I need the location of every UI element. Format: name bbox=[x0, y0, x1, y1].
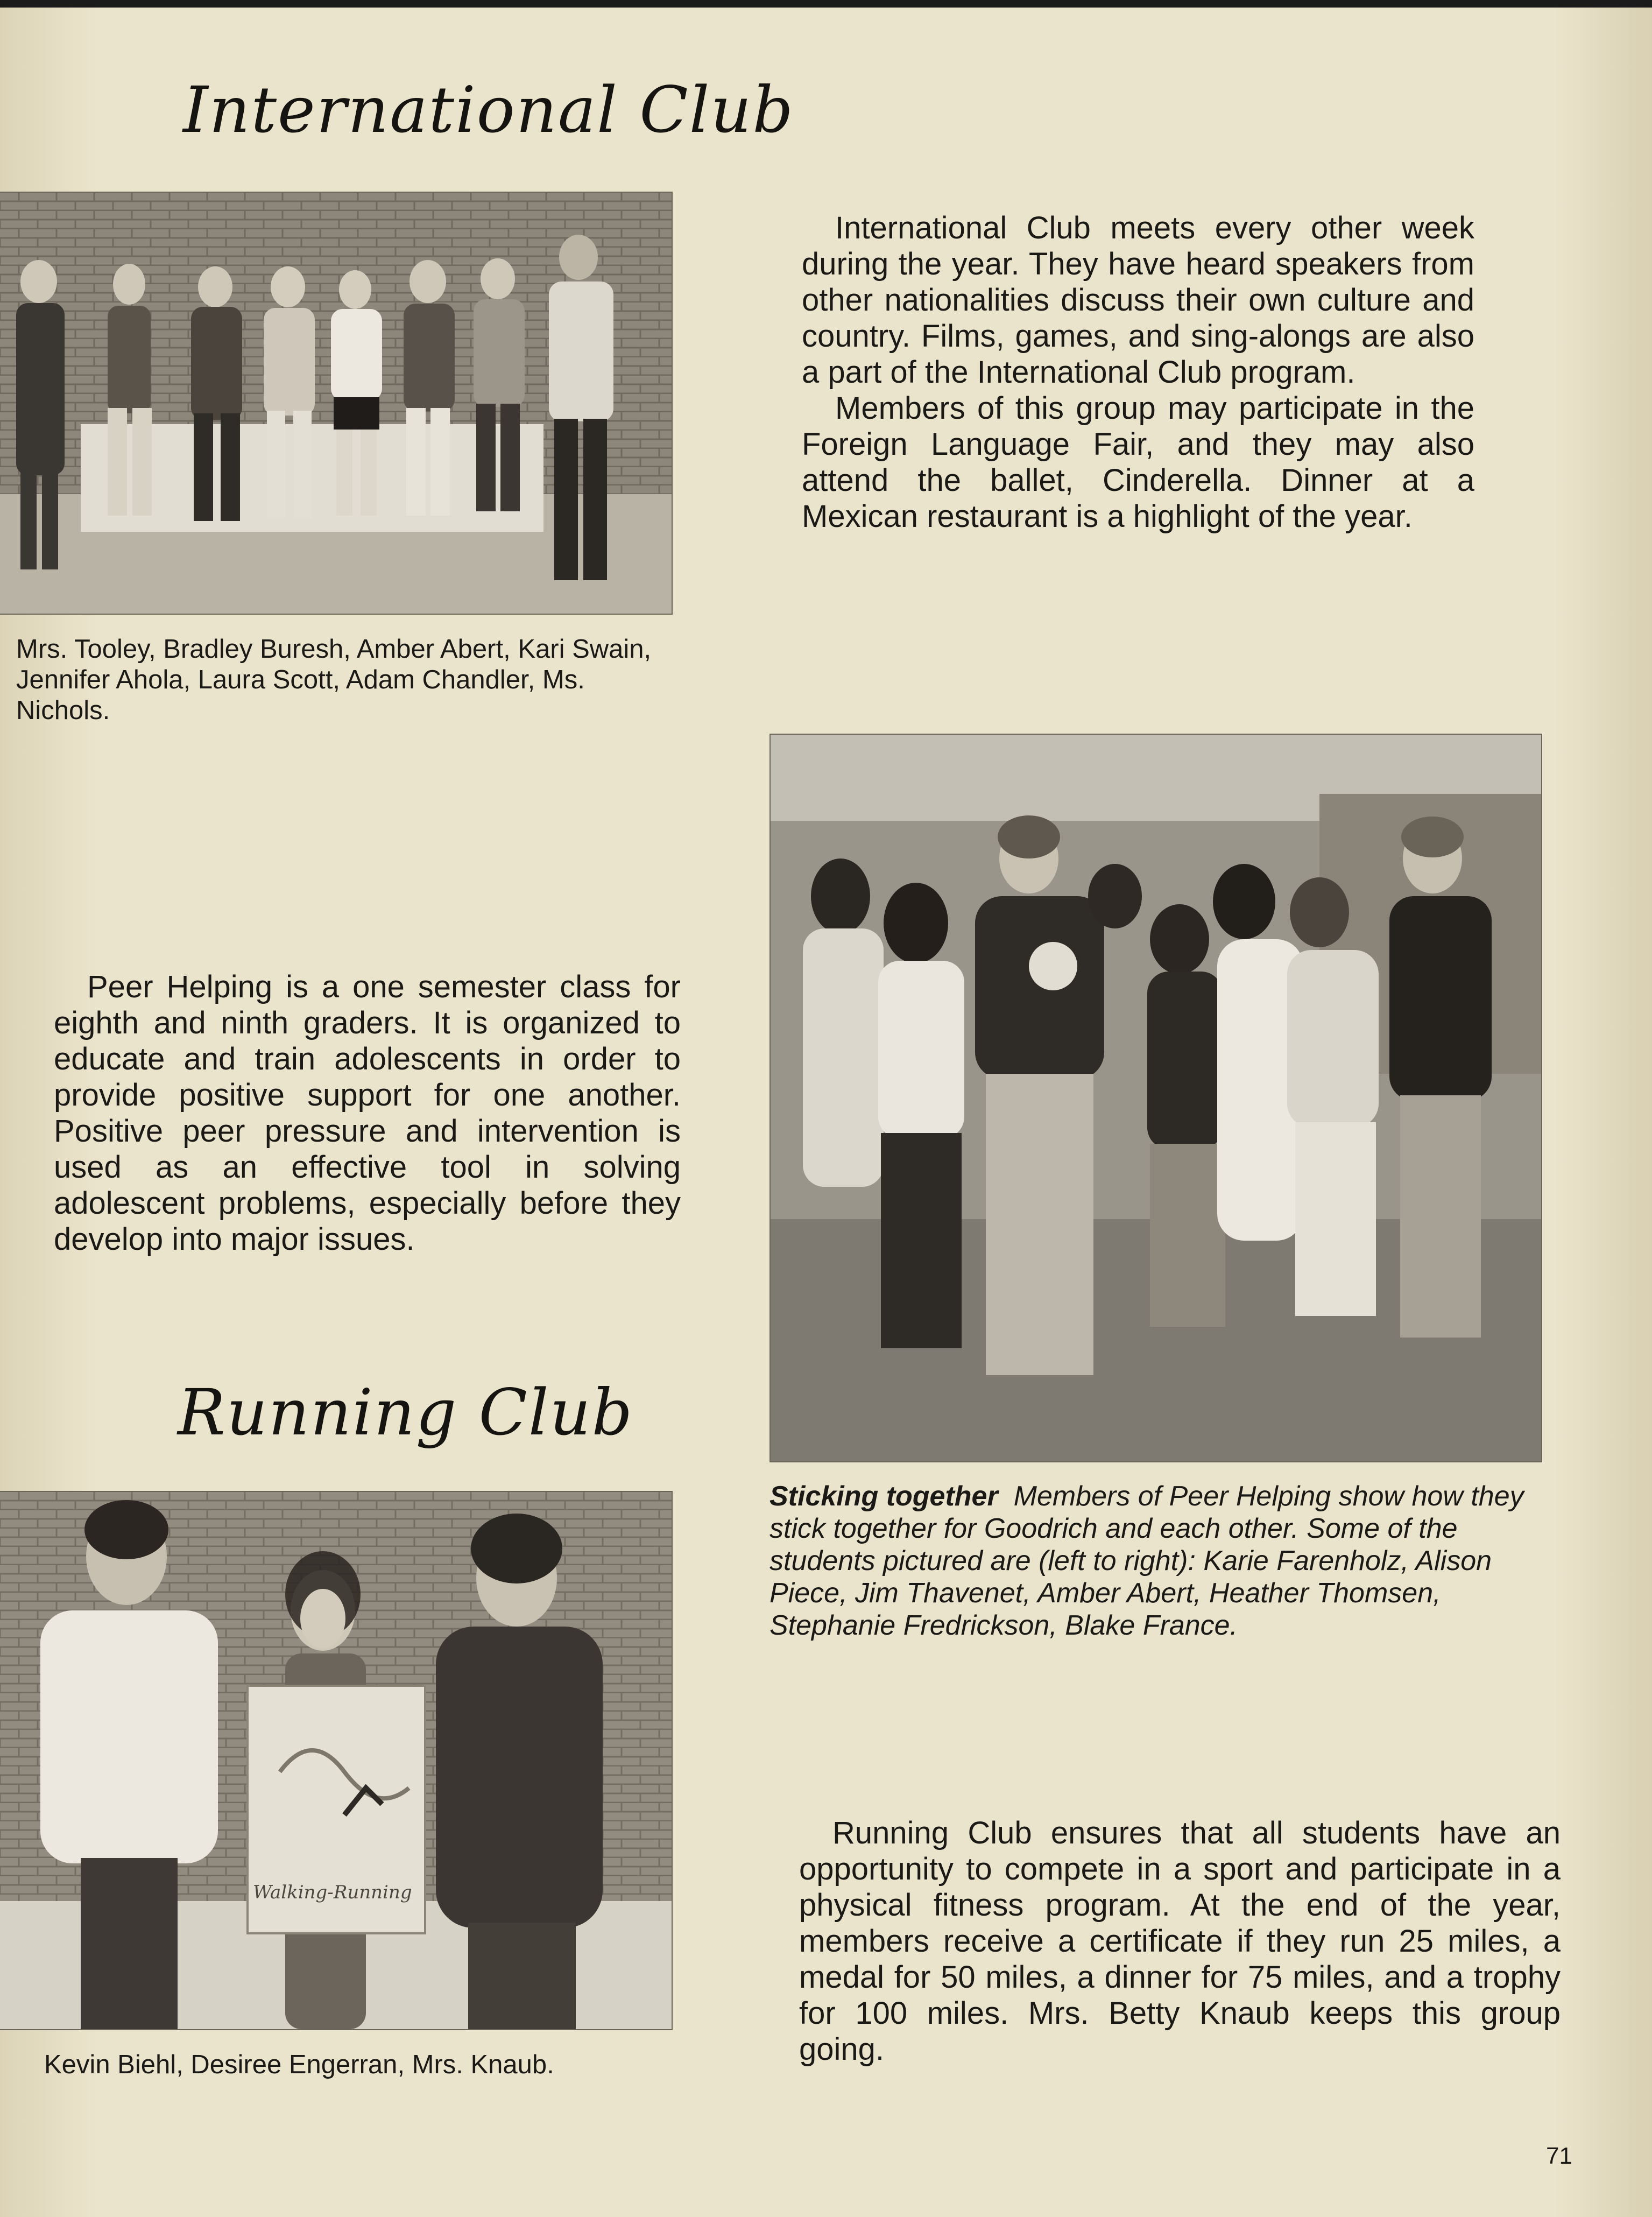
international-club-photo-image bbox=[0, 193, 672, 614]
peer-helping-paragraph: Peer Helping is a one semester class for eighth and ninth graders. It is organized to educate and train adolescents in order to provide positive support for one another. Positive peer pressure and intervention is used as an effective tool in solving adolescent problems, especially before they develop into major issues. bbox=[54, 969, 681, 1257]
running-club-text bbox=[799, 1815, 1561, 2067]
peer-helping-photo-image bbox=[771, 735, 1541, 1461]
international-club-text bbox=[802, 210, 1474, 534]
peer-helping-caption-lead: Sticking together bbox=[769, 1481, 998, 1512]
page-number: 71 bbox=[1546, 2143, 1572, 2169]
running-club-caption: Kevin Biehl, Desiree Engerran, Mrs. Knaub. bbox=[44, 2050, 554, 2079]
international-club-title: International Club bbox=[183, 73, 794, 147]
running-club-title: Running Club bbox=[178, 1375, 634, 1449]
poster-text: Walking-Running bbox=[253, 1882, 412, 1903]
running-club-photo-image bbox=[0, 1492, 672, 2029]
running-club-paragraph: Running Club ensures that all students have an opportunity to compete in a sport and participate in a physical fitness program. At the end of the year, members receive a certificate if they run 25 miles, a medal for 50 miles, a dinner for 75 miles, and a trophy for 100 miles. Mrs. Betty Knaub keeps this group going. bbox=[799, 1815, 1561, 2067]
international-club-photo bbox=[0, 193, 672, 614]
peer-helping-caption-text: Members of Peer Helping show how they stick together for Goodrich and each other. Some of the students pictured are (left to right): Karie Farenholz, Alison Piece, Jim Thavenet, Amber Abert, Heather Thomsen, Stephanie Fredrickson, Blake France. bbox=[769, 1481, 1524, 1641]
international-club-paragraph-2: Members of this group may participate in the Foreign Language Fair, and they may also attend the ballet, Cinderella. Dinner at a Mexican restaurant is a highlight of the year. bbox=[802, 391, 1474, 534]
running-club-photo bbox=[0, 1492, 672, 2029]
international-club-caption: Mrs. Tooley, Bradley Buresh, Amber Abert, Kari Swain, Jennifer Ahola, Laura Scott, Adam Chandler, Ms. Nichols. bbox=[16, 635, 652, 725]
international-club-paragraph-1: International Club meets every other week during the year. They have heard speakers from other nationalities discuss their own culture and country. Films, games, and sing-alongs are also a part of the International Club program. bbox=[802, 210, 1474, 390]
peer-helping-text bbox=[54, 969, 681, 1257]
peer-helping-caption bbox=[769, 1480, 1552, 1642]
top-border bbox=[0, 0, 1652, 8]
peer-helping-photo bbox=[771, 735, 1541, 1461]
